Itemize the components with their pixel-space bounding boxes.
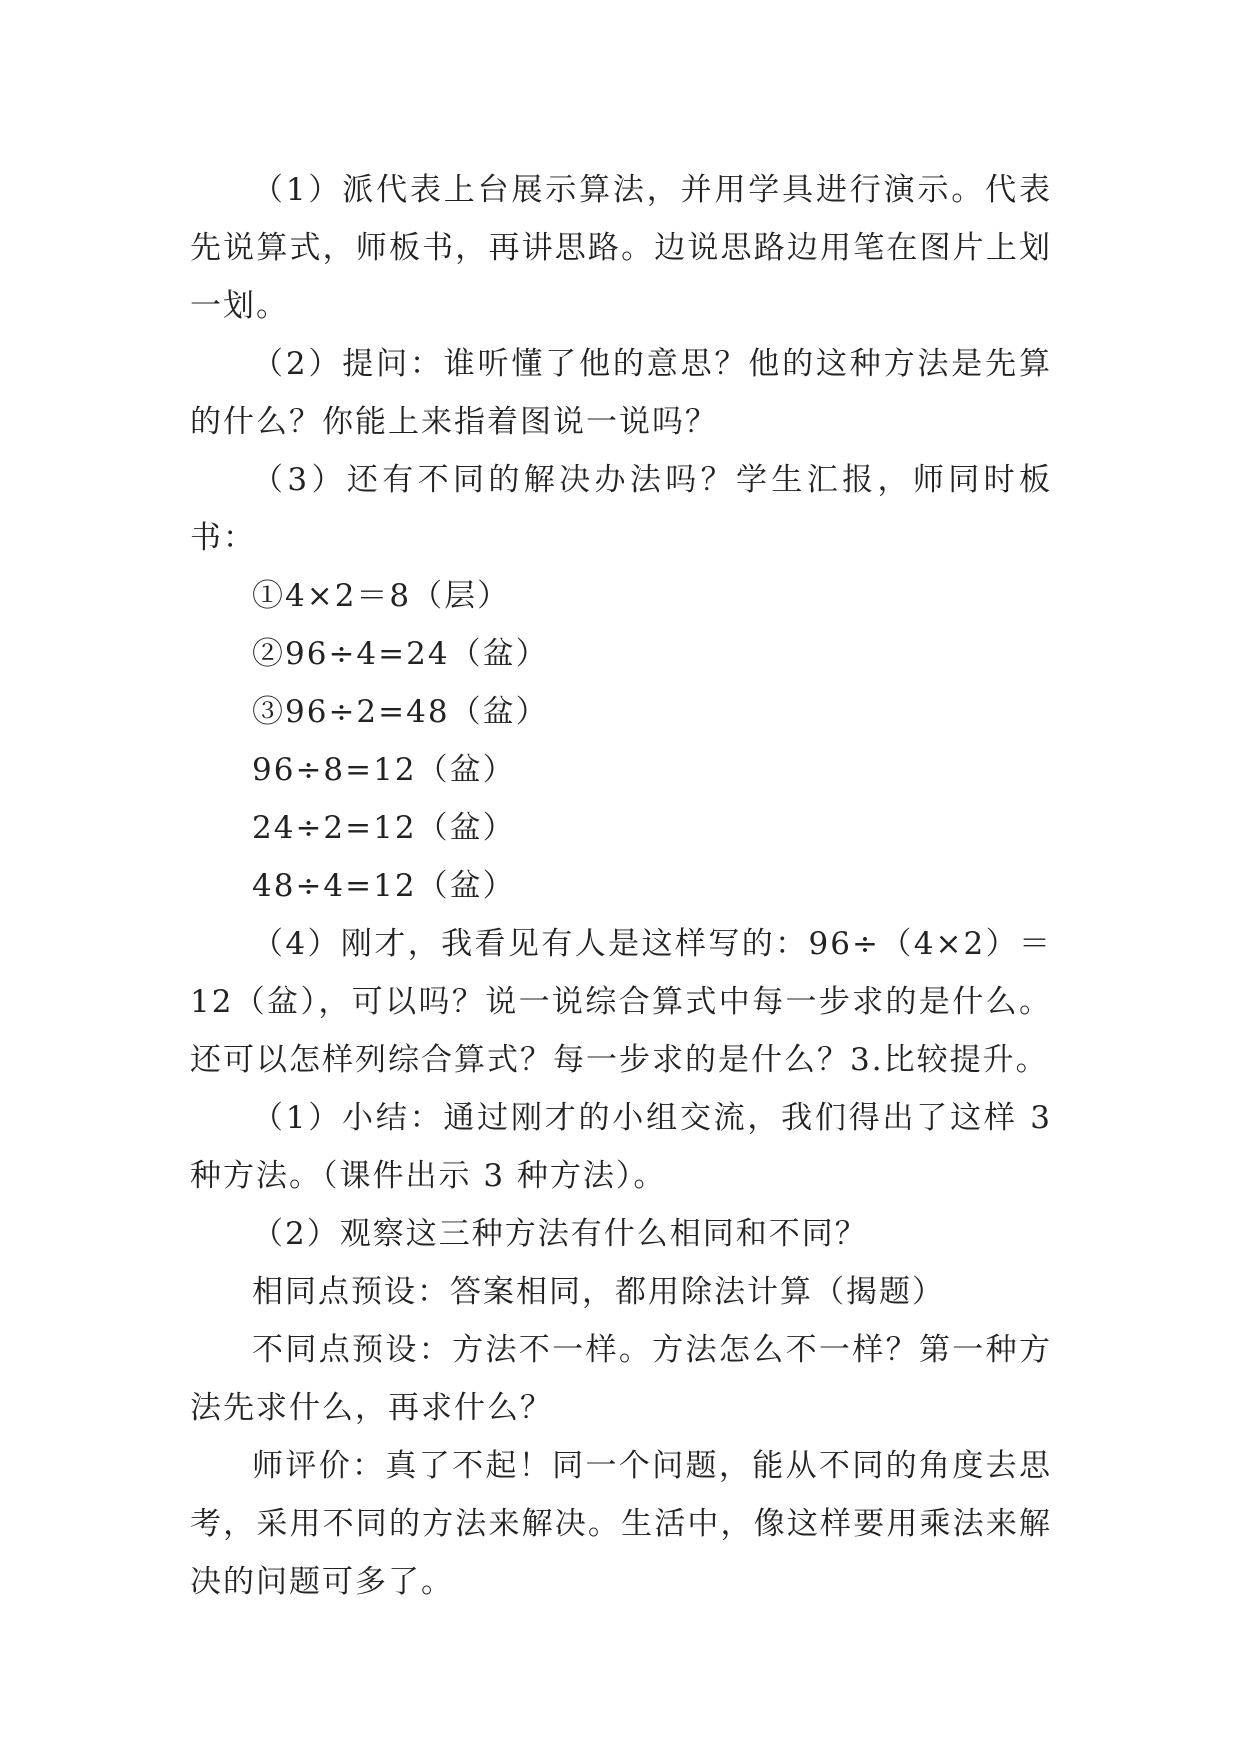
paragraph-differences: 不同点预设：方法不一样。方法怎么不一样？第一种方法先求什么，再求什么？ — [190, 1332, 1052, 1426]
paragraph-demonstrate-algorithm: （1）派代表上台展示算法，并用学具进行演示。代表先说算式，师板书，再讲思路。边说思路边用笔在图片上划一划。 — [190, 172, 1052, 324]
paragraph-summary: （1）小结：通过刚才的小组交流，我们得出了这样 3 种方法。（课件出示 3 种方法）。 — [190, 1100, 1064, 1194]
equation-96-div-4: ②96÷4=24（盆） — [252, 636, 549, 672]
equation-48-div-4: 48÷4=12（盆） — [252, 868, 516, 904]
paragraph-teacher-evaluation: 师评价：真了不起！同一个问题，能从不同的角度去思考，采用不同的方法来解决。生活中，像这样要用乘法来解决的问题可多了。 — [190, 1448, 1052, 1600]
equation-96-div-8: 96÷8=12（盆） — [252, 752, 516, 788]
equation-layers: ①4×2＝8（层） — [252, 578, 511, 614]
paragraph-observe: （2）观察这三种方法有什么相同和不同？ — [252, 1216, 868, 1252]
paragraph-question-understanding: （2）提问：谁听懂了他的意思？他的这种方法是先算的什么？你能上来指着图说一说吗？ — [190, 346, 1052, 440]
paragraph-similarities: 相同点预设：答案相同，都用除法计算（揭题） — [252, 1274, 945, 1310]
paragraph-combined-formula: （4）刚才，我看见有人是这样写的：96÷（4×2）＝12（盆），可以吗？说一说综合算式中每一步求的是什么。还可以怎样列综合算式？每一步求的是什么？3.比较提升。 — [190, 926, 1052, 1078]
equation-24-div-2: 24÷2=12（盆） — [252, 810, 516, 846]
equation-96-div-2: ③96÷2=48（盆） — [252, 694, 549, 730]
document-page — [190, 161, 1064, 1611]
paragraph-other-solutions: （3）还有不同的解决办法吗？学生汇报，师同时板书： — [190, 462, 1052, 556]
